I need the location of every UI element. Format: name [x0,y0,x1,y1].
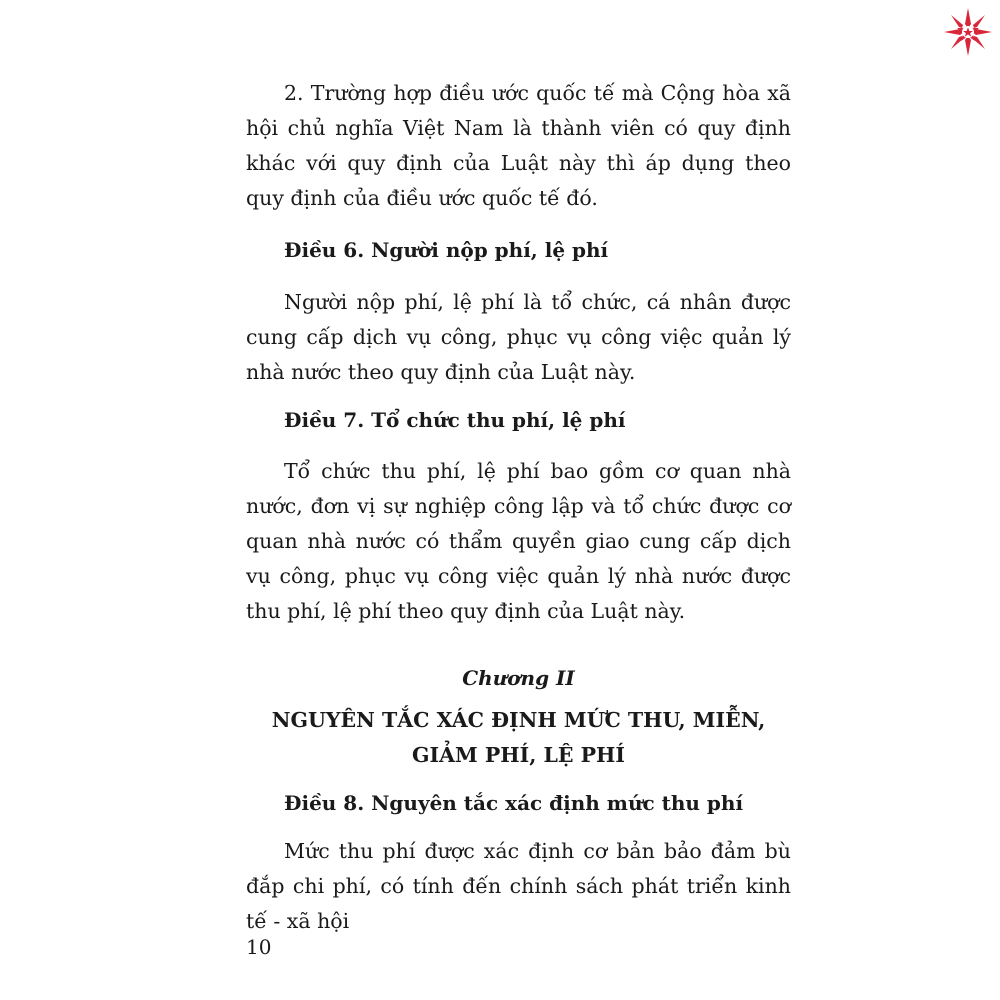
article-6-text: Người nộp phí, lệ phí là tổ chức, cá nhân được cung cấp dịch vụ công, phục vụ công việc quản lý nhà nước theo quy định của Luật này. [246,290,791,384]
article-7-heading: Điều 7. Tổ chức thu phí, lệ phí [284,408,626,432]
paragraph-article-5-clause-2: 2. Trường hợp điều ước quốc tế mà Cộng hòa xã hội chủ nghĩa Việt Nam là thành viên có quy định khác với quy định của Luật này thì áp dụng theo quy định của điều ước quốc tế đó. [246,81,791,210]
chapter-title-line-1: NGUYÊN TẮC XÁC ĐỊNH MỨC THU, MIỄN, [271,708,766,732]
article-7-text: Tổ chức thu phí, lệ phí bao gồm cơ quan nhà nước, đơn vị sự nghiệp công lập và tổ chức được cơ quan nhà nước có thẩm quyền giao cung cấp dịch vụ công, phục vụ công việc quản lý nhà nước được thu phí, lệ phí theo quy định của Luật này. [246,459,791,623]
chapter-label: Chương II [462,666,575,690]
article-6-heading: Điều 6. Người nộp phí, lệ phí [284,238,609,262]
publisher-logo-icon [942,6,994,58]
article-8-text: Mức thu phí được xác định cơ bản bảo đảm bù đắp chi phí, có tính đến chính sách phát triển kinh tế - xã hội [246,839,791,933]
chapter-title [246,703,791,773]
chapter-title-line-2: GIẢM PHÍ, LỆ PHÍ [411,743,626,767]
page-number: 10 [246,935,272,959]
article-8-heading: Điều 8. Nguyên tắc xác định mức thu phí [284,791,744,815]
